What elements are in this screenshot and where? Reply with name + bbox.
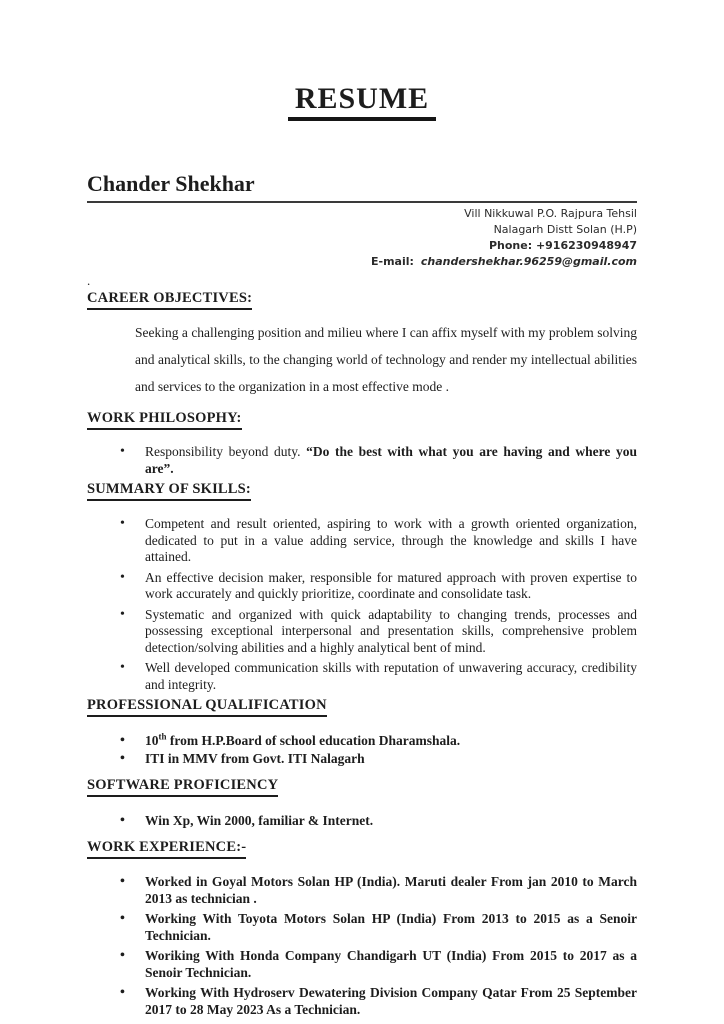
list-item — [87, 444, 637, 477]
section-heading-work-experience — [87, 839, 637, 859]
email-line — [87, 254, 637, 270]
experience-list — [87, 874, 637, 1018]
list-item: • Worked in Goyal Motors Solan HP (India). Maruti dealer From jan 2010 to March 2013 as technician . — [87, 874, 637, 907]
list-item: • An effective decision maker, responsible for matured approach with proven expertise to work accurately and quickly prioritize, coordinate and consolidate task. — [87, 570, 637, 603]
section-heading-summary-of-skills — [87, 481, 637, 501]
software-proficiency-heading-text: SOFTWARE PROFICIENCY — [87, 777, 278, 797]
title-row — [87, 0, 637, 121]
qualification-detail: from H.P.Board of school education Dharamshala. — [166, 733, 461, 748]
section-heading-software-proficiency — [87, 777, 637, 797]
phone-line — [87, 238, 637, 254]
list-item: • Woriking With Honda Company Chandigarh UT (India) From 2015 to 2017 as a Senoir Technician. — [87, 948, 637, 981]
work-philosophy-list — [87, 444, 637, 477]
stray-dot: . — [87, 273, 91, 288]
list-item: • Win Xp, Win 2000, familiar & Internet. — [87, 812, 637, 829]
work-philosophy-heading-text: WORK PHILOSOPHY: — [87, 410, 242, 430]
list-item: • Competent and result oriented, aspiring to work with a growth oriented organization, dedicated to put in a value adding service, through the knowledge and skills I have attained. — [87, 516, 637, 566]
career-objectives-heading-text: CAREER OBJECTIVES: — [87, 290, 252, 310]
qualification-grade: 10 — [145, 733, 159, 748]
page-title: RESUME — [288, 82, 436, 121]
address-line-2: Nalagarh Distt Solan (H.P) — [493, 223, 637, 236]
work-experience-heading-text: WORK EXPERIENCE:- — [87, 839, 246, 859]
career-objective-paragraph: Seeking a challenging position and milieu where I can affix myself with my problem solving and analytical skills, to the changing world of technology and render my intellectual abilities and services to the organization in a most effective mode . — [135, 325, 637, 394]
phone-value: +916230948947 — [535, 239, 637, 252]
ordinal-suffix: th — [158, 731, 167, 742]
list-item: • Working With Toyota Motors Solan HP (India) From 2013 to 2015 as a Senoir Technician. — [87, 911, 637, 944]
list-item: • Working With Hydroserv Dewatering Division Company Qatar From 25 September 2017 to 28 May 2023 As a Technician. — [87, 985, 637, 1018]
section-heading-work-philosophy — [87, 410, 637, 430]
person-name: Chander Shekhar — [87, 171, 255, 196]
phone-label: Phone: — [488, 239, 533, 252]
section-heading-professional-qualification — [87, 697, 637, 717]
email-value: chandershekhar.96259@gmail.com — [420, 255, 637, 268]
name-row — [87, 171, 637, 203]
section-heading-career-objectives — [87, 290, 637, 310]
list-item: • Systematic and organized with quick adaptability to changing trends, processes and possessing exceptional interpersonal and presentation skills, comprehensive problem detection/solving abilities and a highly analytical bent of mind. — [87, 607, 637, 657]
skills-list — [87, 516, 637, 693]
list-item — [87, 732, 637, 749]
contact-block — [87, 206, 637, 270]
qualification-list — [87, 732, 637, 767]
professional-qualification-heading-text: PROFESSIONAL QUALIFICATION — [87, 697, 327, 717]
summary-of-skills-heading-text: SUMMARY OF SKILLS: — [87, 481, 251, 501]
philosophy-quote-text: “Do the best with what you are having and where you are”. — [145, 444, 638, 476]
software-list — [87, 812, 637, 829]
list-item: • ITI in MMV from Govt. ITI Nalagarh — [87, 750, 637, 767]
philosophy-plain-text: Responsibility beyond duty. — [145, 444, 307, 459]
list-item: • Well developed communication skills with reputation of unwavering accuracy, credibility and integrity. — [87, 660, 637, 693]
address-line-1: Vill Nikkuwal P.O. Rajpura Tehsil — [464, 207, 637, 220]
email-label: E-mail: — [370, 255, 414, 268]
